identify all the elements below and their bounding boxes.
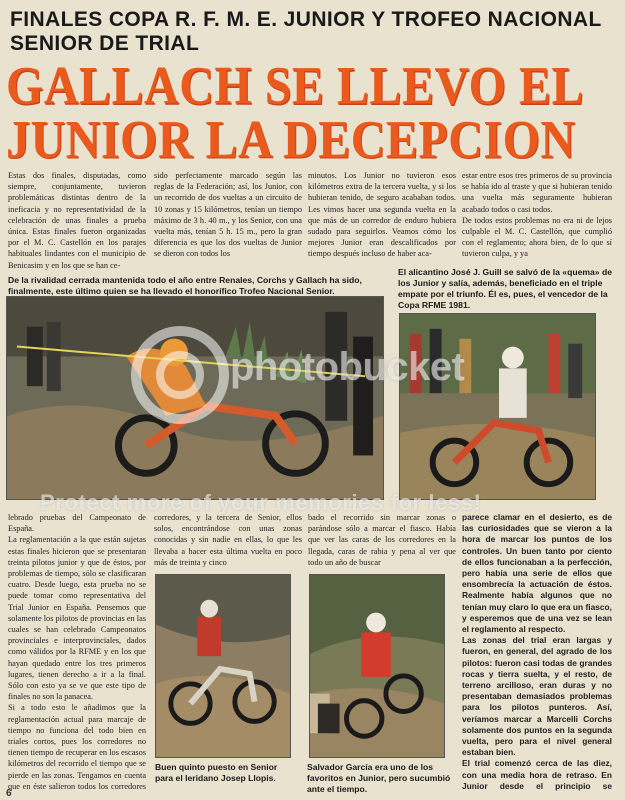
body-column-3: bado el recorrido sin marcar zonas o parándose sólo a marcar el fiasco. Había que ver las caras de los corredores en la llegada, caras de rabia y pena al ver que todo un año de buscar [308,513,456,567]
photo-llopis-trial [155,574,291,758]
intro-column-3: minutos. Los Junior no tuvieron esos kilómetros extra de la tercera vuelta, y si los hubieran tenido, de seguro acababan todos. Les vimos hacer una segunda vuelta en la que más de un corredor de enduro hubiera sudado para seguirlos. Veamos cómo los mejores Junior eran descalificados por tiempo después incluso de haber aca- [308,171,456,259]
caption-top-right: El alicantino José J. Guill se salvó de la «quema» de los Junior y salía, además, beneficiado en el triple empate por el triunfo. Él es, pues, el vencedor de la Copa RFME 1981. [398,267,612,310]
photo-guill-trial [399,313,596,500]
photo-garcia-trial [309,574,445,758]
page-number: 6 [6,788,12,799]
article-kicker: FINALES COPA R. F. M. E. JUNIOR Y TROFEO NACIONAL SENIOR DE TRIAL [10,8,602,55]
photobucket-watermark-text: Protect more of your memories for less! [40,490,482,515]
intro-column-1: Estas dos finales, disputadas, como siempre, conjuntamente, tuvieron problemáticas distintas dentro de la ineficacia y no representatividad de la celebración de unas finales a prueba única. Estas finales fueron organizadas por el M. C. Castellón en los parajes habituales lindantes con el municipio de Benicasim y en los que se han ce- [8,171,146,270]
caption-bottom-left: Buen quinto puesto en Senior para el leridano Josep Llopis. [155,762,278,783]
intro-column-2: sido perfectamente marcado según las reglas de la Federación; así, los Junior, con un recorrido de dos vueltas a un circuito de 10 zonas y 15 kilómetros, tenían un tiempo máximo de 3 h. 40 m., y los Senior, con una vuelta más, tenían 5 h. 15 m., pero la gran diferencia es que los dos vueltas de Junior se dieron con todos los [154,171,302,259]
photo-gallach-trial [6,296,384,500]
body-column-2: corredores, y la tercera de Senior, ellos solos, encontrándose con unas zonas conocidas y sin nadie en ellas, lo que les llevaba a hacer esta última vuelta en poco más de treinta y cinco [154,513,302,567]
article-headline: GALLACH SE LLEVO EL JUNIOR LA DECEPCION [6,56,582,170]
body-column-1: lebrado pruebas del Campeonato de España. La reglamentación a la que están sujetas estas finales hicieron que se presentaran treinta pilotos junior y que de éstos, por problemas de tiempo, sólo se clasificaran cuatro. Desde luego, esta prueba no se puede tomar como representativa del Trial Junior en España. Pensemos que solamente los pilotos de provincias en las cuales se han celebrado Campeonatos provinciales e interprovinciales, dados como válidos por la RFME y en los que hayan quedado entre los tres primeros lugares, tienen derecho a ir a la final. Sólo con esto ya se ve que este tipo de finales no son la panacea. Si a todo esto le añadimos que la reglamentación actual para marcaje de tiempo no funciona del todo bien en triales cortos, pues los corredores no tienen tiempo de recuperar en los escasos kilómetros del recorrido el tiempo que se pierde en las zonas. Tengamos en cuenta que en éste salieron todos los corredores [8,513,146,791]
photobucket-wordmark: photobucket [230,345,465,389]
intro-column-4: estar entre esos tres primeros de su provincia se había ido al traste y que si hubieran tenido una vuelta más seguramente hubieran acabado todos o casi todos. De todos estos problemas no era ni de lejos culpable el M. C. Castellón, que cumplió con el reglamento; ahora bien, de lo que sí tuvieron culpa, y ya [462,171,612,259]
caption-bottom-right: Salvador García era uno de los favoritos en Junior, pero sucumbió ante el tiempo. [307,762,451,794]
body-column-4: parece clamar en el desierto, es de las curiosidades que se vieron a la hora de marcar los puntos de los controles. Un buen tanto por ciento de ellos funcionaban a la perfección, pero había una serie de ellos que ensombrecía la actuación de éstos. Realmente había algunos que no tenían muy claro lo que era un fiasco, y esperemos que de una vez se lean el reglamento al respecto. Las zonas del trial eran largas y fueron, en general, del agrado de los pilotos: fueron casi todas de grandes rocas y tierra suelta, y el resto, de terreno arcilloso, eran duras y no presentaban demasiados problemas para los pilotos punteros. Así, veríamos marcar a Marcelli Corchs solamente dos puntos en la segunda vuelta, pero para el nivel general estaban bien. El trial comenzó cerca de las diez, con una media hora de retraso. En Junior desde el principio se [462,512,612,791]
caption-top-left: De la rivalidad cerrada mantenida todo el año entre Renales, Corchs y Gallach ha sido, finalmente, este último quien se ha llevado el honorífico Trofeo Nacional Senior. [8,275,362,296]
